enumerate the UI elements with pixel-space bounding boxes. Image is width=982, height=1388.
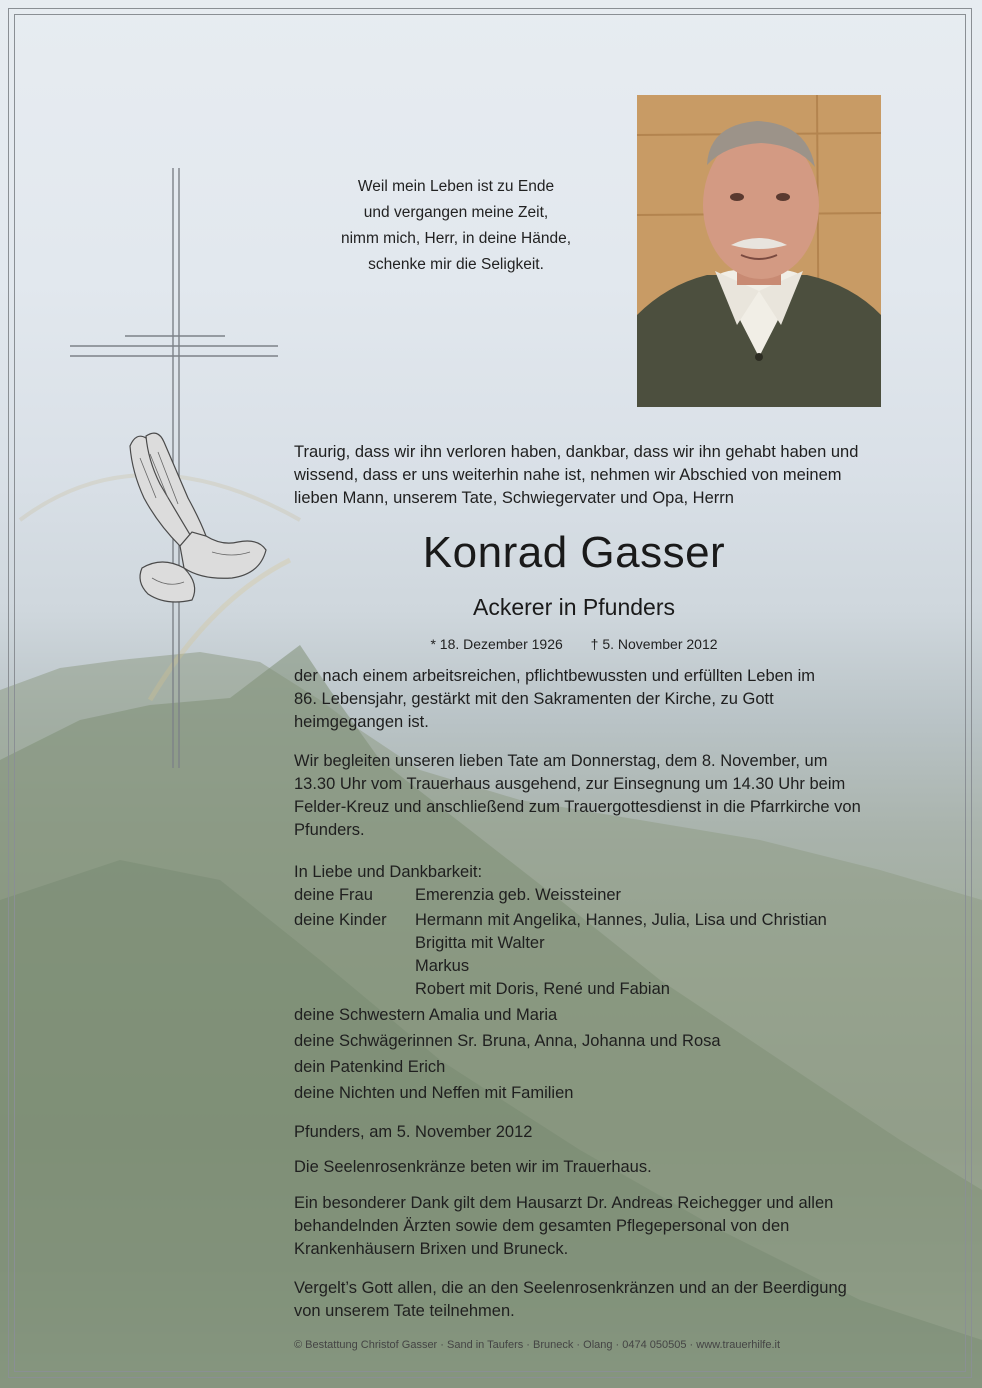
- children-label: deine Kinder: [294, 911, 387, 929]
- vergelts-line: von unserem Tate teilnehmen.: [294, 1302, 515, 1320]
- life-dates: [294, 636, 854, 652]
- poem-line: nimm mich, Herr, in deine Hände,: [340, 230, 571, 247]
- passing-line: heimgegangen ist.: [294, 713, 429, 731]
- relative-entry: deine Nichten und Neffen mit Familien: [294, 1084, 574, 1102]
- thanks-line: behandelnden Ärzten sowie dem gesamten Pflegepersonal von den: [294, 1217, 790, 1235]
- funeral-line: Pfunders.: [294, 821, 365, 839]
- poem: [300, 174, 612, 278]
- rosary-note: Die Seelenrosenkränze beten wir im Trauerhaus.: [294, 1158, 652, 1176]
- relative-entry: dein Patenkind Erich: [294, 1058, 446, 1076]
- funeral-line: Wir begleiten unseren lieben Tate am Donnerstag, dem 8. November, um: [294, 752, 828, 770]
- footer-imprint: © Bestattung Christof Gasser · Sand in Taufers · Bruneck · Olang · 0474 050505 · www.trauerhilfe.it: [294, 1339, 781, 1351]
- wife-name: Emerenzia geb. Weissteiner: [415, 886, 622, 904]
- death-date: † 5. November 2012: [590, 636, 718, 652]
- funeral-text: [294, 750, 898, 842]
- child-entry: Hermann mit Angelika, Hannes, Julia, Lisa und Christian: [415, 911, 827, 929]
- poem-line: und vergangen meine Zeit,: [363, 204, 549, 221]
- intro-text: [294, 441, 898, 510]
- passing-line: der nach einem arbeitsreichen, pflichtbewussten und erfüllten Leben im: [294, 667, 815, 685]
- poem-line: schenke mir die Seligkeit.: [368, 256, 544, 273]
- relative-entry: deine Schwägerinnen Sr. Bruna, Anna, Johanna und Rosa: [294, 1032, 721, 1050]
- praying-hands-icon: [122, 428, 272, 608]
- birth-date: * 18. Dezember 1926: [430, 636, 563, 652]
- child-entry: Markus: [415, 957, 470, 975]
- thanks-text: [294, 1192, 898, 1261]
- family-title: In Liebe und Dankbarkeit:: [294, 863, 483, 881]
- intro-line: wissend, dass er uns weiterhin nahe ist, nehmen wir Abschied von meinem: [294, 466, 842, 484]
- funeral-line: 13.30 Uhr vom Trauerhaus ausgehend, zur Einsegnung um 14.30 Uhr beim: [294, 775, 846, 793]
- place-date: Pfunders, am 5. November 2012: [294, 1123, 533, 1141]
- thanks-line: Ein besonderer Dank gilt dem Hausarzt Dr. Andreas Reichegger und allen: [294, 1194, 834, 1212]
- child-entry: Robert mit Doris, René und Fabian: [415, 980, 670, 998]
- funeral-line: Felder-Kreuz und anschließend zum Trauergottesdienst in die Pfarrkirche von: [294, 798, 861, 816]
- passing-line: 86. Lebensjahr, gestärkt mit den Sakramenten der Kirche, zu Gott: [294, 690, 774, 708]
- vergelts-text: [294, 1277, 898, 1323]
- poem-line: Weil mein Leben ist zu Ende: [357, 178, 555, 195]
- vergelts-line: Vergelt’s Gott allen, die an den Seelenrosenkränzen und an der Beerdigung: [294, 1279, 847, 1297]
- thanks-line: Krankenhäusern Brixen und Bruneck.: [294, 1240, 569, 1258]
- intro-line: lieben Mann, unserem Tate, Schwiegervater und Opa, Herrn: [294, 489, 734, 507]
- wife-label: deine Frau: [294, 886, 373, 904]
- intro-line: Traurig, dass wir ihn verloren haben, dankbar, dass wir ihn gehabt haben und: [294, 443, 859, 461]
- deceased-occupation: Ackerer in Pfunders: [473, 594, 675, 620]
- passing-text: [294, 665, 898, 734]
- child-entry: Brigitta mit Walter: [415, 934, 545, 952]
- portrait-photo: [637, 95, 881, 407]
- deceased-name: Konrad Gasser: [422, 528, 726, 577]
- relative-entry: deine Schwestern Amalia und Maria: [294, 1006, 558, 1024]
